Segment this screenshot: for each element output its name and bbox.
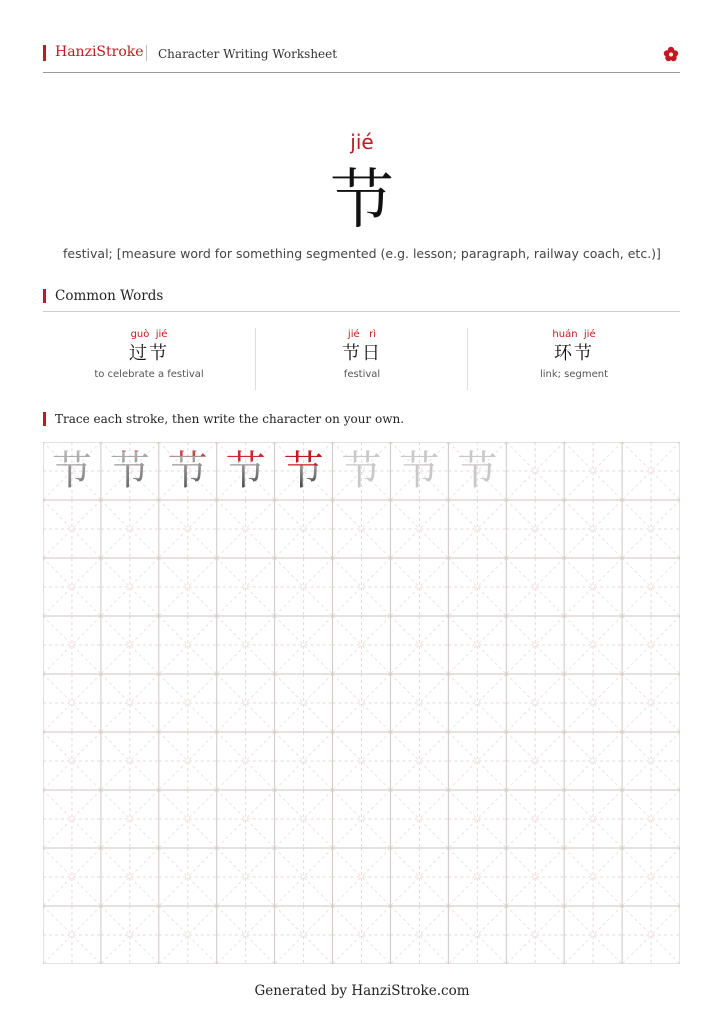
flower-icon [662,45,680,63]
practice-grid[interactable] [43,442,680,964]
practice-instruction: Trace each stroke, then write the character on your own. [55,412,405,426]
character-meaning: festival; [measure word for something segmented (e.g. lesson; paragraph, railway coach, etc.)] [63,246,661,261]
word-meaning: to celebrate a festival [94,369,204,380]
main-character: 节 [330,164,394,238]
word-pinyin: guò jié [130,329,168,340]
header-rule [43,72,680,73]
header-divider [146,45,147,61]
trace-character: 节 [399,448,440,494]
character-pinyin: jié [350,130,374,154]
trace-character: 节 [457,448,498,494]
word-hanzi: 环节 [554,343,594,364]
stroke-step-character: 节 [43,442,101,500]
word-item [256,328,468,390]
section-rule [43,311,680,312]
word-hanzi: 过节 [129,343,169,364]
trace-character: 节 [341,448,382,494]
common-words-title: Common Words [55,288,164,304]
section-accent-bar [43,412,46,426]
word-item [468,328,680,390]
brand-name[interactable]: HanziStroke [55,44,144,60]
word-pinyin: jié rì [347,329,377,340]
footer-credit: Generated by HanziStroke.com [254,983,470,999]
stroke-step-character: 节 [217,442,275,500]
word-pinyin: huán jié [552,329,596,340]
word-item [43,328,255,390]
stroke-step-character: 节 [101,442,159,500]
header-accent-bar [43,45,46,61]
stroke-step-character: 节 [275,442,333,500]
word-meaning: link; segment [539,369,609,380]
section-accent-bar [43,289,46,303]
worksheet-header [43,43,680,65]
common-words-list [43,328,680,390]
grid-lines [43,442,680,964]
stroke-step-character: 节 [159,442,217,500]
word-meaning: festival [343,369,381,380]
word-hanzi: 节日 [342,343,382,364]
worksheet-subtitle: Character Writing Worksheet [158,47,338,61]
